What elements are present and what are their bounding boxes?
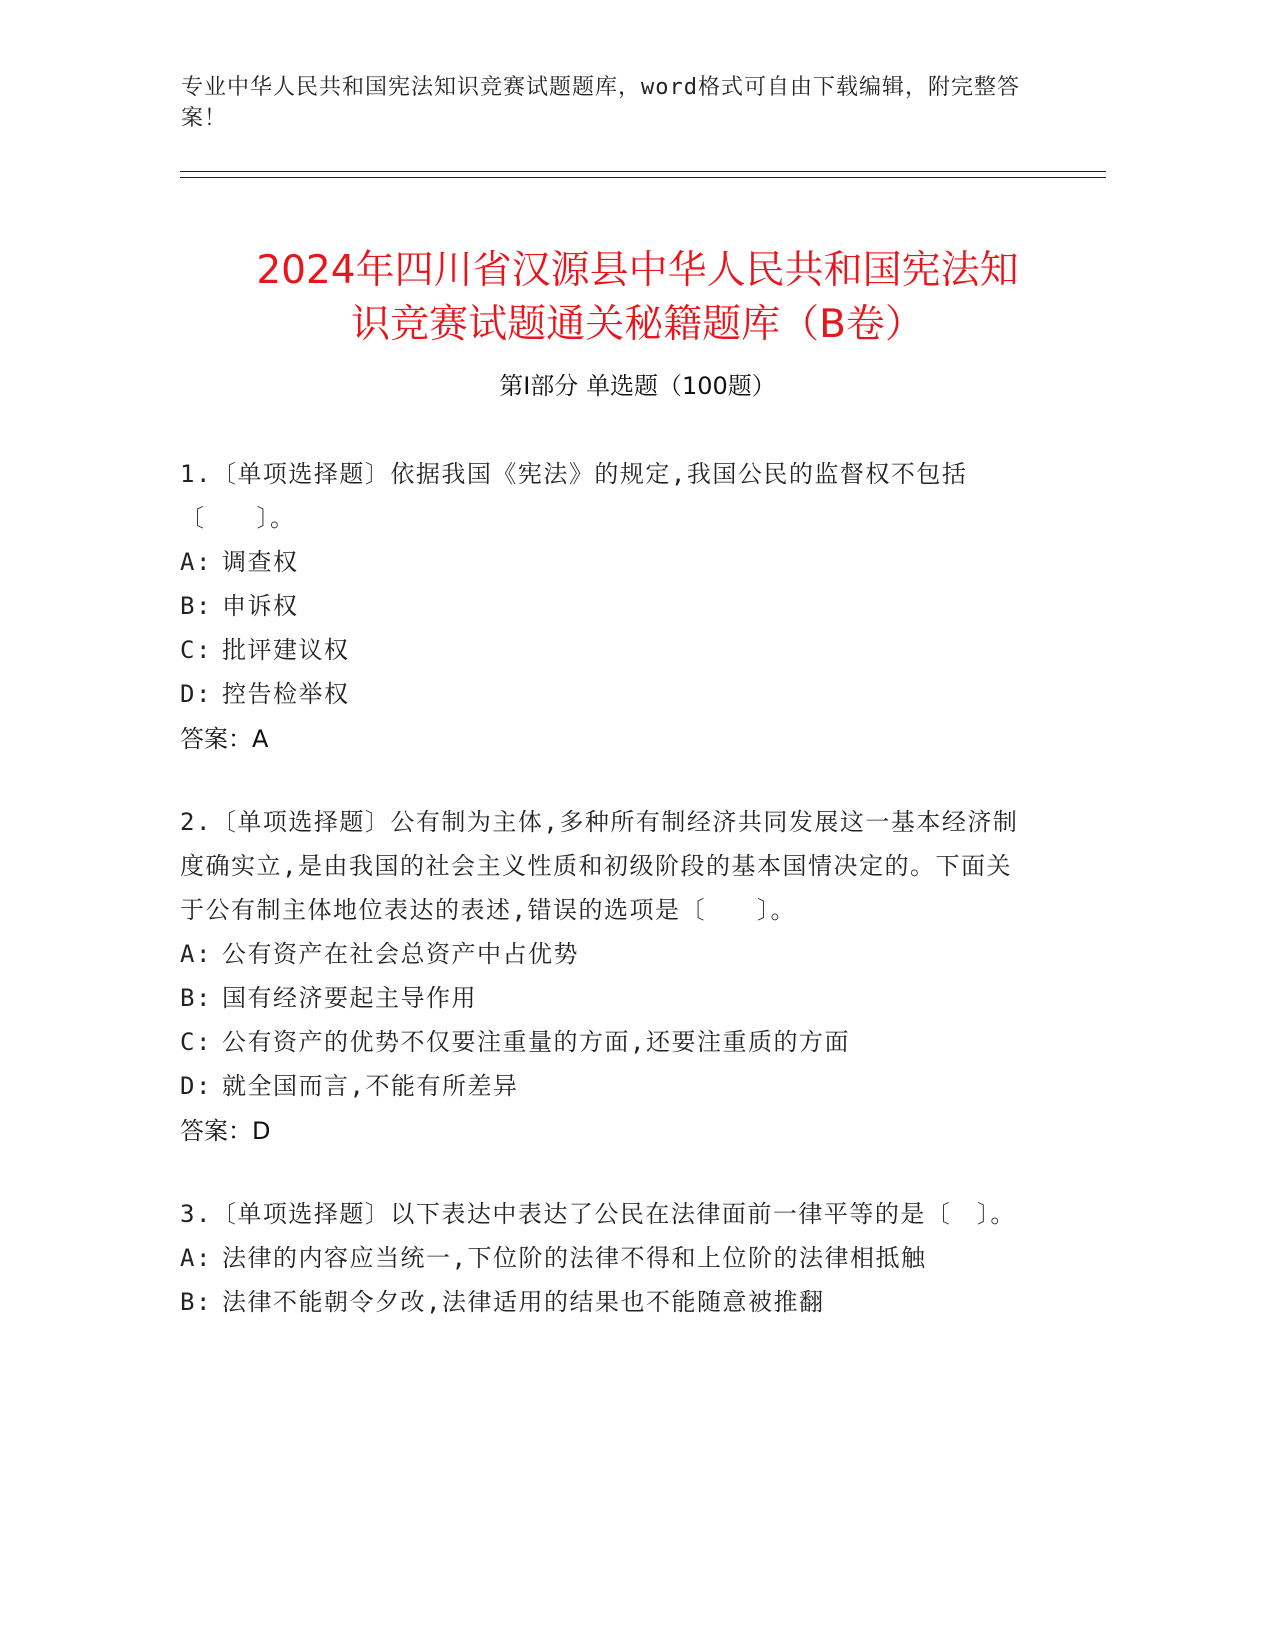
- option-key: D:: [180, 1072, 212, 1100]
- option-b: [180, 584, 1030, 628]
- option-text: 申诉权: [222, 592, 299, 620]
- question-2: [180, 800, 1030, 1154]
- option-text: 调查权: [222, 548, 299, 576]
- question-1: [180, 452, 1030, 762]
- option-d: [180, 1064, 1030, 1108]
- answer-label: 答案：D: [180, 1117, 271, 1145]
- option-key: D:: [180, 680, 212, 708]
- document-title-line-1: 2024年四川省汉源县中华人民共和国宪法知: [256, 248, 1019, 294]
- header-divider-top: [180, 171, 1106, 172]
- option-key: A:: [180, 548, 212, 576]
- option-b: [180, 976, 1030, 1020]
- option-b: [180, 1280, 1030, 1324]
- header-divider-bottom: [180, 177, 1106, 178]
- option-text: 就全国而言,不能有所差异: [222, 1072, 519, 1100]
- option-key: B:: [180, 592, 212, 620]
- option-text: 公有资产的优势不仅要注重量的方面,还要注重质的方面: [222, 1028, 850, 1056]
- option-text: 批评建议权: [222, 636, 350, 664]
- option-text: 控告检举权: [222, 680, 350, 708]
- option-key: C:: [180, 636, 212, 664]
- option-a: [180, 932, 1030, 976]
- option-key: B:: [180, 984, 212, 1012]
- option-a: [180, 540, 1030, 584]
- header-note: 专业中华人民共和国宪法知识竞赛试题题库，word格式可自由下载编辑，附完整答案！: [181, 75, 1020, 131]
- question-stem: 1.〔单项选择题〕依据我国《宪法》的规定,我国公民的监督权不包括〔 〕。: [180, 460, 968, 532]
- option-c: [180, 628, 1030, 672]
- option-key: C:: [180, 1028, 212, 1056]
- option-key: B:: [180, 1288, 212, 1316]
- option-key: A:: [180, 940, 212, 968]
- option-text: 国有经济要起主导作用: [222, 984, 477, 1012]
- option-text: 法律不能朝令夕改,法律适用的结果也不能随意被推翻: [222, 1288, 825, 1316]
- option-a: [180, 1236, 1030, 1280]
- option-c: [180, 1020, 1030, 1064]
- option-d: [180, 672, 1030, 716]
- document-title: [150, 244, 1125, 352]
- section-title: 第Ⅰ部分 单选题（100题）: [499, 372, 776, 400]
- option-key: A:: [180, 1244, 212, 1272]
- option-text: 公有资产在社会总资产中占优势: [222, 940, 579, 968]
- question-stem: 2.〔单项选择题〕公有制为主体,多种所有制经济共同发展这一基本经济制度确实立,是由我国的社会主义性质和初级阶段的基本国情决定的。下面关于公有制主体地位表达的表述,错误的选项是〔 〕。: [180, 808, 1019, 924]
- question-stem: 3.〔单项选择题〕以下表达中表达了公民在法律面前一律平等的是〔 〕。: [180, 1200, 1016, 1228]
- answer-label: 答案：A: [180, 725, 269, 753]
- document-title-line-2: 识竞赛试题通关秘籍题库（B卷）: [351, 302, 924, 348]
- option-text: 法律的内容应当统一,下位阶的法律不得和上位阶的法律相抵触: [222, 1244, 927, 1272]
- question-3: [180, 1192, 1030, 1324]
